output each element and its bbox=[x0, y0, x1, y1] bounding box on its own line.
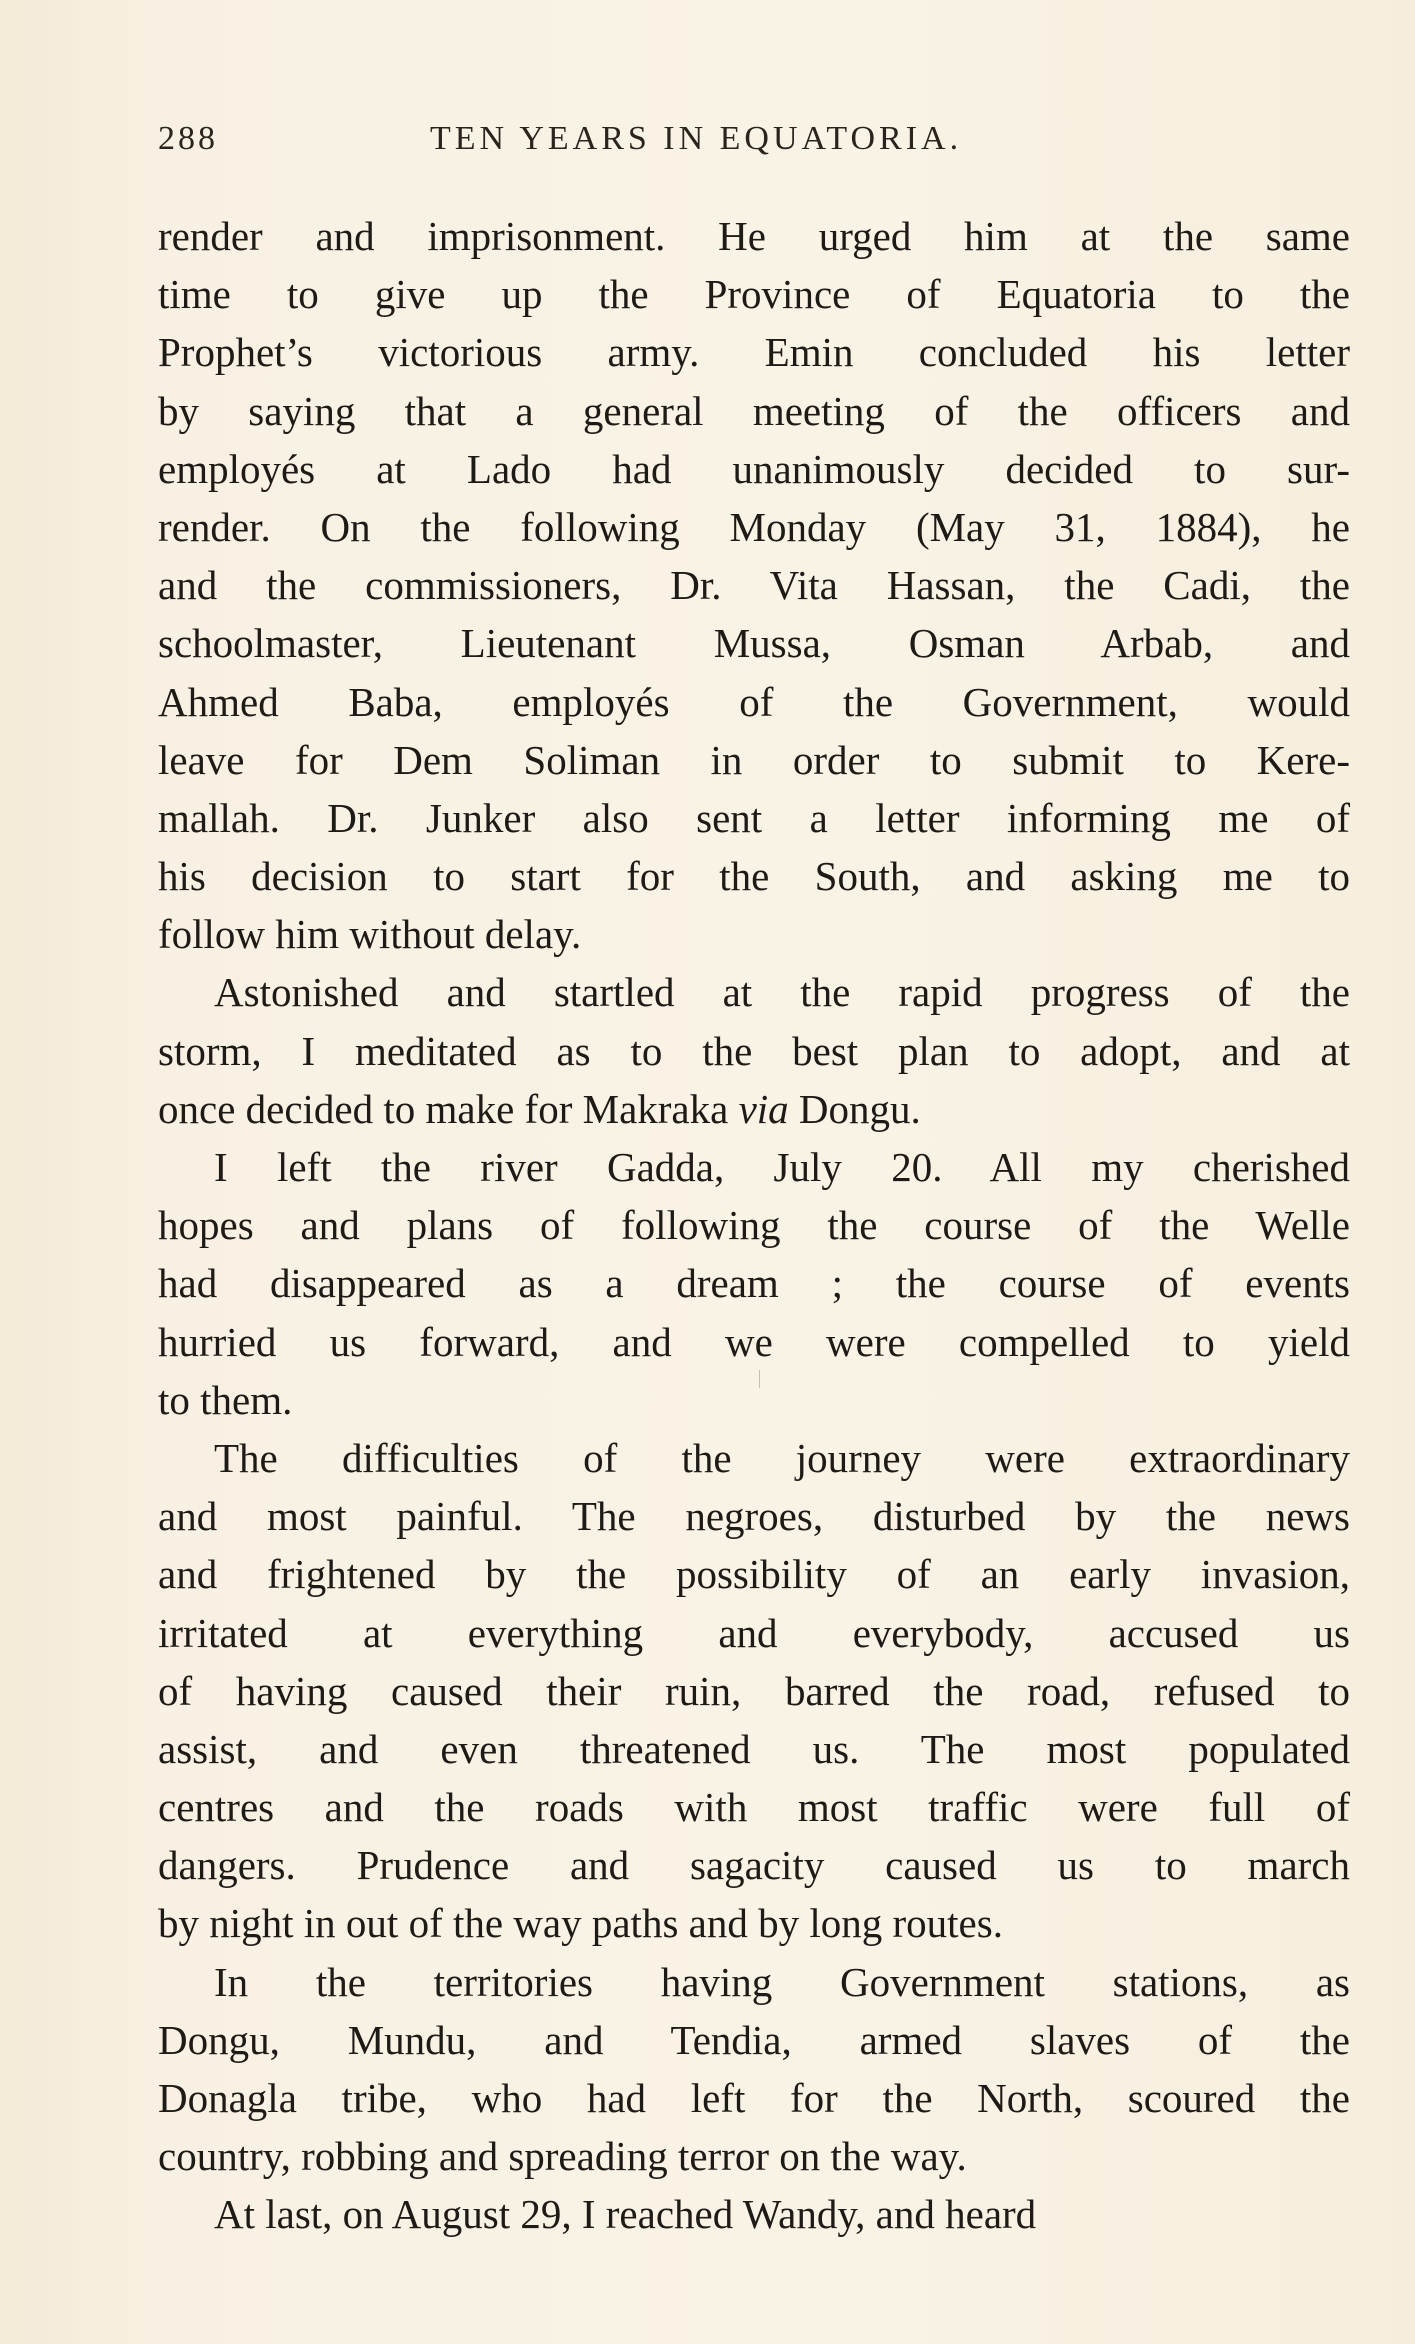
text-line: time to give up the Province of Equatoria to the bbox=[158, 271, 1350, 318]
text-line: Prophet’s victorious army. Emin concluded his letter bbox=[158, 329, 1350, 376]
text-line: by saying that a general meeting of the officers and bbox=[158, 387, 1350, 434]
text-line: and the commissioners, Dr. Vita Hassan, the Cadi, the bbox=[158, 562, 1350, 609]
paragraph-start-line: Astonished and startled at the rapid progress of the bbox=[214, 969, 1350, 1016]
text-line: Dongu, Mundu, and Tendia, armed slaves of the bbox=[158, 2016, 1350, 2063]
text-line: schoolmaster, Lieutenant Mussa, Osman Arbab, and bbox=[158, 620, 1350, 667]
paragraph-start-line: At last, on August 29, I reached Wandy, and heard bbox=[214, 2191, 1037, 2238]
text-line-with-italic bbox=[158, 1080, 1350, 1138]
text-line: country, robbing and spreading terror on the way. bbox=[158, 2133, 967, 2180]
paragraph-start-line: In the territories having Government stations, as bbox=[214, 1958, 1350, 2005]
text-line: Donagla tribe, who had left for the North, scoured the bbox=[158, 2075, 1350, 2121]
text-line: employés at Lado had unanimously decided to sur- bbox=[158, 445, 1350, 492]
paragraph-start-line: I left the river Gadda, July 20. All my cherished bbox=[214, 1144, 1350, 1190]
text-line: follow him without delay. bbox=[158, 911, 582, 958]
text-line: render. On the following Monday (May 31, 1884), he bbox=[158, 503, 1350, 550]
text-line: irritated at everything and everybody, accused us bbox=[158, 1609, 1350, 1656]
paragraph-start-line: The difficulties of the journey were extraordinary bbox=[214, 1434, 1350, 1481]
text-line: had disappeared as a dream ; the course of events bbox=[158, 1260, 1350, 1307]
text-line: to them. bbox=[158, 1376, 293, 1423]
text-line: assist, and even threatened us. The most populated bbox=[158, 1725, 1350, 1772]
text-line: and most painful. The negroes, disturbed by the news bbox=[158, 1493, 1350, 1540]
text-line: Ahmed Baba, employés of the Government, would bbox=[158, 678, 1350, 725]
text-segment: Dongu. bbox=[788, 1085, 921, 1132]
text-line: render and imprisonment. He urged him at the same bbox=[158, 213, 1350, 259]
running-head bbox=[158, 120, 1350, 170]
text-line: and frightened by the possibility of an early invasion, bbox=[158, 1551, 1350, 1598]
body-text bbox=[158, 207, 1350, 2244]
text-line: hurried us forward, and we were compelled to yield bbox=[158, 1318, 1350, 1365]
text-line: dangers. Prudence and sagacity caused us to march bbox=[158, 1842, 1350, 1889]
paper-mark bbox=[759, 1370, 760, 1388]
text-line: hopes and plans of following the course of the Welle bbox=[158, 1202, 1350, 1249]
text-line: mallah. Dr. Junker also sent a letter informing me of bbox=[158, 794, 1350, 841]
text-line: his decision to start for the South, and asking me to bbox=[158, 853, 1350, 900]
text-line: of having caused their ruin, barred the road, refused to bbox=[158, 1667, 1350, 1714]
running-title: TEN YEARS IN EQUATORIA. bbox=[430, 120, 963, 157]
text-line: storm, I meditated as to the best plan to adopt, and at bbox=[158, 1027, 1350, 1074]
text-segment: once decided to make for Makraka bbox=[158, 1085, 739, 1132]
page-number: 288 bbox=[158, 120, 218, 157]
italic-word: via bbox=[738, 1085, 789, 1132]
text-line: by night in out of the way paths and by long routes. bbox=[158, 1900, 1003, 1947]
text-line: centres and the roads with most traffic were full of bbox=[158, 1784, 1350, 1831]
text-line: leave for Dem Soliman in order to submit to Kere- bbox=[158, 736, 1350, 783]
